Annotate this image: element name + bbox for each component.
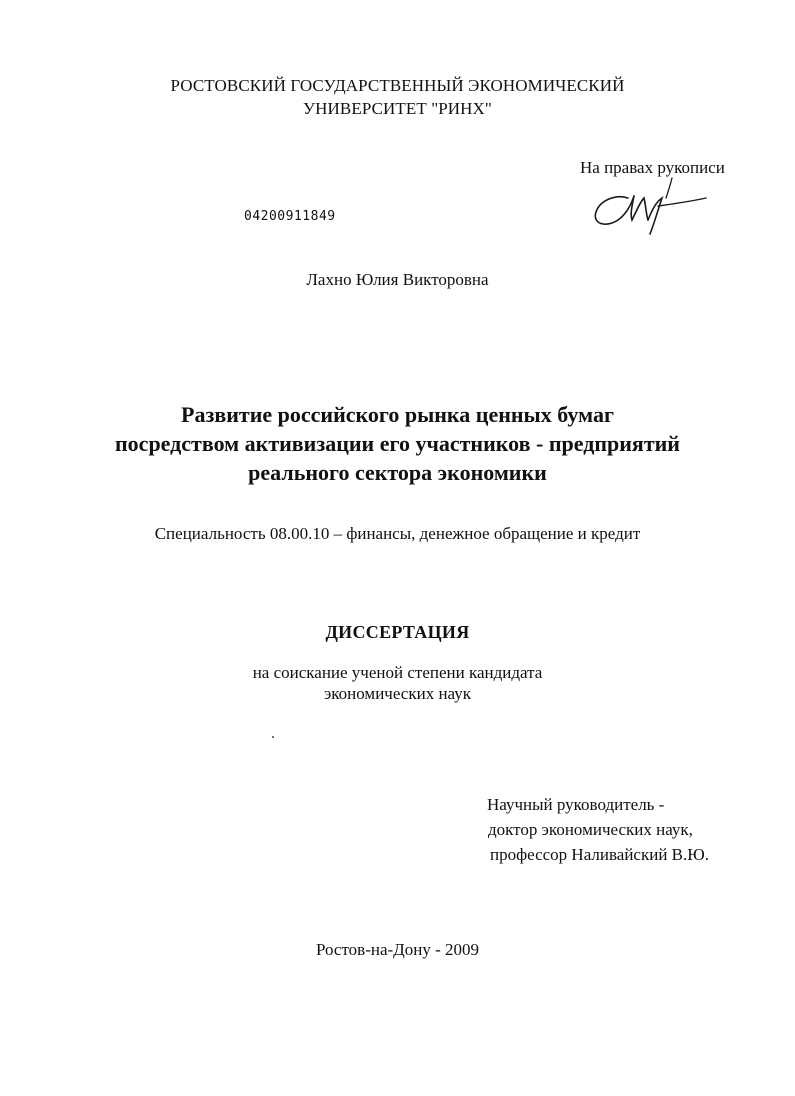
handwritten-signature [588,176,713,238]
organization-header [0,74,795,120]
document-code: 04200911849 [244,209,336,224]
title-line-3: реального сектора экономики [248,460,547,485]
advisor-name: профессор Наливайский В.Ю. [490,845,709,864]
speck-mark [272,736,274,738]
title-line-2: посредством активизации его участников - предприятий [115,431,680,456]
degree-purpose [0,662,795,704]
organization-line-2: УНИВЕРСИТЕТ "РИНХ" [303,99,492,118]
specialty: Специальность 08.00.10 – финансы, денежное обращение и кредит [154,524,641,543]
document-type: ДИССЕРТАЦИЯ [325,622,470,642]
degree-line-1: на соискание ученой степени кандидата [252,663,543,682]
degree-line-2: экономических наук [323,684,472,703]
scientific-advisor [487,792,709,867]
advisor-degree: доктор экономических наук, [488,820,693,839]
organization-line-1: РОСТОВСКИЙ ГОСУДАРСТВЕННЫЙ ЭКОНОМИЧЕСКИЙ [170,76,625,95]
advisor-role: Научный руководитель - [487,795,665,814]
title-line-1: Развитие российского рынка ценных бумаг [181,402,614,427]
author-name: Лахно Юлия Викторовна [306,270,489,289]
place-year: Ростов-на-Дону - 2009 [315,940,480,959]
dissertation-title [0,400,795,487]
rights-note: На правах рукописи [580,158,725,177]
